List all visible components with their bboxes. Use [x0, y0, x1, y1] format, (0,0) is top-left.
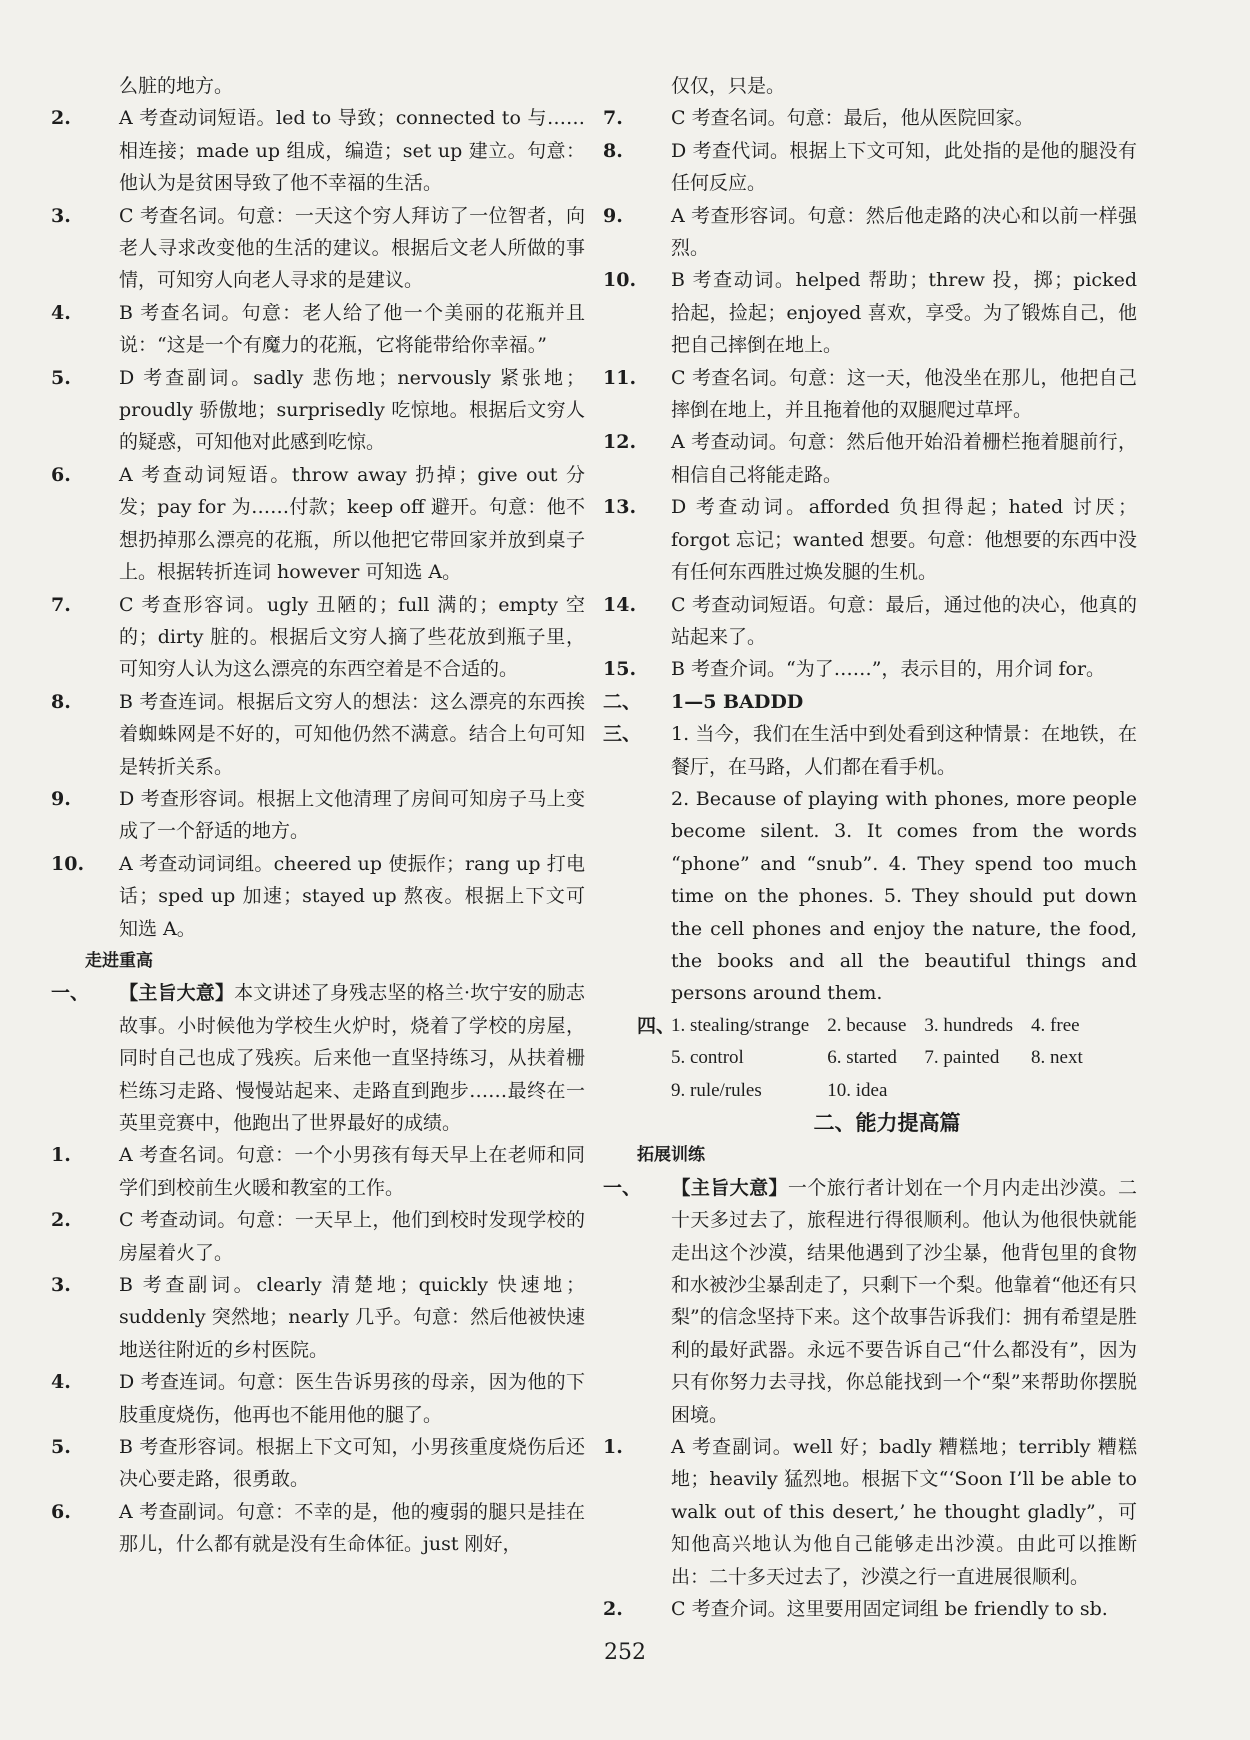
blank-answer: 1. stealing/strange [671, 1014, 810, 1036]
item-text: 一个旅行者计划在一个月内走出沙漠。二十天多过去了，旅程进行得很顺利。他认为他很快就能走出这个沙漠，结果他遇到了沙尘暴，他背包里的食物和水被沙尘暴刮走了，只剩下一个梨。他靠着“他还有只梨”的信念坚持下来。这个故事告诉我们：拥有希望是胜利的最好武器。永远不要告诉自己“什么都没有”，因为只有你努力去寻找，你总能找到一个“梨”来帮助你摆脱困境。 [671, 1176, 1137, 1426]
item-number: 2. [603, 1598, 623, 1621]
item-text: C 考查名词。句意：一天这个穷人拜访了一位智者，向老人寻求改变他的生活的建议。根据后文老人所做的事情，可知穷人向老人寻求的是建议。 [119, 204, 585, 292]
answer-item [51, 686, 585, 783]
answer-item [603, 653, 1137, 685]
left-column [51, 70, 585, 1561]
item-text: B 考查形容词。根据上下文可知，小男孩重度烧伤后还决心要走路，很勇敢。 [119, 1436, 585, 1491]
answer-item [603, 491, 1137, 588]
item-text: A 考查动词。句意：然后他开始沿着栅栏拖着腿前行，相信自己将能走路。 [671, 431, 1137, 486]
answer-item [51, 1496, 585, 1561]
item-text: A 考查名词。句意：一个小男孩有每天早上在老师和同学们到校前生火暖和教室的工作。 [119, 1144, 585, 1199]
item-text: C 考查名词。句意：最后，他从医院回家。 [671, 107, 1034, 130]
item-number: 4. [51, 1371, 71, 1394]
item-number: 一、 [51, 982, 90, 1005]
answer-item [51, 977, 585, 1139]
item-number: 5. [51, 366, 71, 389]
answer-item [603, 135, 1137, 200]
item-number: 7. [603, 107, 623, 130]
item-text: D 考查副词。sadly 悲伤地；nervously 紧张地；proudly 骄傲地；surprisedly 吃惊地。根据后文穷人的疑惑，可知他对此感到吃惊。 [119, 366, 585, 454]
item-number: 二、 [603, 690, 642, 713]
answer-item [51, 589, 585, 686]
item-text: C 考查介词。这里要用固定词组 be friendly to sb. [671, 1598, 1108, 1621]
item-text: C 考查名词。句意：这一天，他没坐在那儿，他把自己摔倒在地上，并且拖着他的双腿爬过草坪。 [671, 366, 1137, 422]
answer-item [85, 70, 585, 102]
blank-answer: 6. started [827, 1047, 897, 1069]
item-text: B 考查动词。helped 帮助；threw 投，掷；picked 拾起，捡起；enjoyed 喜欢，享受。为了锻炼自己，他把自己摔倒在地上。 [671, 269, 1137, 357]
item-number: 11. [603, 366, 637, 389]
item-number: 15. [603, 658, 637, 681]
item-text: A 考查动词词组。cheered up 使振作；rang up 打电话；sped up 加速；stayed up 熬夜。根据上下文可知选 A。 [119, 852, 585, 940]
item-number: 3. [51, 1274, 71, 1297]
answer-item [603, 102, 1137, 134]
item-number: 4. [51, 301, 71, 324]
item-text: A 考查副词。句意：不幸的是，他的瘦弱的腿只是挂在那儿，什么都有就是没有生命体征。just 刚好， [119, 1500, 585, 1556]
answer-item [51, 102, 585, 199]
answer-item [603, 1172, 1137, 1431]
main-idea-label: 【主旨大意】 [671, 1176, 788, 1199]
answer-item [637, 783, 1137, 1010]
answer-item [603, 200, 1137, 265]
answer-item [51, 1269, 585, 1366]
answer-item [51, 459, 585, 589]
blank-answer: 8. next [1031, 1047, 1083, 1069]
item-number: 8. [603, 139, 623, 162]
item-text: D 考查连词。句意：医生告诉男孩的母亲，因为他的下肢重度烧伤，他再也不能用他的腿了。 [119, 1371, 585, 1426]
answer-item [637, 70, 1137, 102]
item-number: 10. [51, 852, 85, 875]
blank-answer: 2. because [827, 1014, 907, 1036]
item-text: A 考查动词短语。led to 导致；connected to 与……相连接；made up 组成，编造；set up 建立。句意：他认为是贫困导致了他不幸福的生活。 [119, 107, 585, 195]
item-number: 9. [603, 204, 623, 227]
item-number: 14. [603, 593, 637, 616]
item-number: 12. [603, 431, 637, 454]
item-number: 1. [51, 1144, 71, 1167]
answer-item [51, 200, 585, 297]
blank-answer: 4. free [1031, 1014, 1080, 1036]
page-number: 252 [604, 1640, 646, 1665]
item-number: 2. [51, 107, 71, 130]
item-number: 3. [51, 204, 71, 227]
answer-item [603, 589, 1137, 654]
item-text: A 考查形容词。句意：然后他走路的决心和以前一样强烈。 [671, 204, 1137, 260]
item-text: A 考查副词。well 好；badly 糟糕地；terribly 糟糕地；heavily 猛烈地。根据下文“‘Soon I’ll be able to walk out of this desert,’ he thought gladly”，可知他高兴地认为他自己能够走出沙漠。由此可以推断出：二十多天过去了，沙漠之行一直进展很顺利。 [671, 1436, 1137, 1588]
item-number: 三、 [603, 723, 642, 746]
blank-answer: 7. painted [924, 1047, 1000, 1069]
blanks-grid [637, 1010, 1137, 1107]
item-number: 四、 [637, 1014, 676, 1037]
item-text: B 考查介词。“为了……”，表示目的，用介词 for。 [671, 658, 1106, 681]
answer-item [603, 718, 1137, 783]
answer-item [603, 264, 1137, 361]
item-text: B 考查副词。clearly 清楚地；quickly 快速地；suddenly 突然地；nearly 几乎。句意：然后他被快速地送往附近的乡村医院。 [119, 1274, 585, 1361]
right-column [603, 70, 1137, 1626]
item-text: D 考查动词。afforded 负担得起；hated 讨厌；forgot 忘记；wanted 想要。句意：他想要的东西中没有任何东西胜过焕发腿的生机。 [671, 496, 1137, 584]
item-text: 么脏的地方。 [119, 75, 234, 97]
item-number: 9. [51, 787, 71, 810]
item-number: 7. [51, 593, 71, 616]
part-heading: 二、能力提高篇 [813, 1111, 961, 1135]
item-text: 1—5 BADDD [671, 690, 804, 713]
answer-item [51, 1431, 585, 1496]
answer-item [603, 362, 1137, 427]
answer-item [51, 848, 585, 945]
item-text: B 考查名词。句意：老人给了他一个美丽的花瓶并且说：“这是一个有魔力的花瓶，它将能带给你幸福。” [119, 301, 585, 357]
answer-item [51, 297, 585, 362]
section-heading: 走进重高 [85, 950, 153, 971]
main-idea-label: 【主旨大意】 [119, 982, 235, 1005]
item-text: 本文讲述了身残志坚的格兰·坎宁安的励志故事。小时候他为学校生火炉时，烧着了学校的房屋，同时自己也成了残疾。后来他一直坚持练习，从扶着栅栏练习走路、慢慢站起来、走路直到跑步……最终在一英里竞赛中，他跑出了世界最好的成绩。 [119, 982, 585, 1134]
item-text: D 考查形容词。根据上文他清理了房间可知房子马上变成了一个舒适的地方。 [119, 787, 585, 843]
item-number: 6. [51, 1500, 71, 1523]
answer-item [603, 1431, 1137, 1593]
item-number: 8. [51, 690, 71, 713]
item-number: 5. [51, 1436, 71, 1459]
item-text: 2. Because of playing with phones, more people become silent. 3. It comes from the words “phone” and “snub”. 4. They spend too much time on the phones. 5. They should put down the cell phones and enjoy the nature, the food, the books and all the beautiful things and persons around them. [671, 787, 1137, 1005]
item-text: 仅仅，只是。 [671, 75, 786, 97]
answer-item [51, 783, 585, 848]
item-number: 1. [603, 1436, 623, 1459]
answer-item [51, 1204, 585, 1269]
answer-item [603, 686, 1137, 718]
item-number: 一、 [603, 1176, 642, 1199]
item-text: 1. 当今，我们在生活中到处看到这种情景：在地铁，在餐厅，在马路，人们都在看手机。 [671, 723, 1137, 778]
answer-item [51, 1139, 585, 1204]
item-number: 2. [51, 1209, 71, 1232]
item-number: 6. [51, 463, 71, 486]
blank-answer: 9. rule/rules [671, 1079, 762, 1101]
blank-answer: 3. hundreds [924, 1014, 1014, 1036]
item-number: 13. [603, 496, 637, 519]
item-text: A 考查动词短语。throw away 扔掉；give out 分发；pay for 为……付款；keep off 避开。句意：他不想扔掉那么漂亮的花瓶，所以他把它带回家并放到桌子上。根据转折连词 however 可知选 A。 [119, 463, 585, 584]
answer-item [51, 1366, 585, 1431]
answer-item [603, 426, 1137, 491]
answer-item [603, 1593, 1137, 1625]
item-number: 10. [603, 269, 637, 292]
item-text: B 考查连词。根据后文穷人的想法：这么漂亮的东西挨着蜘蛛网是不好的，可知他仍然不满意。结合上句可知是转折关系。 [119, 690, 585, 778]
item-text: C 考查形容词。ugly 丑陋的；full 满的；empty 空的；dirty 脏的。根据后文穷人摘了些花放到瓶子里，可知穷人认为这么漂亮的东西空着是不合适的。 [119, 593, 585, 681]
blank-answer: 5. control [671, 1047, 744, 1069]
section-heading: 拓展训练 [637, 1145, 705, 1166]
item-text: D 考查代词。根据上下文可知，此处指的是他的腿没有任何反应。 [671, 139, 1137, 195]
blank-answer: 10. idea [827, 1079, 888, 1101]
item-text: C 考查动词短语。句意：最后，通过他的决心，他真的站起来了。 [671, 593, 1137, 648]
answer-item [51, 362, 585, 459]
item-text: C 考查动词。句意：一天早上，他们到校时发现学校的房屋着火了。 [119, 1209, 585, 1264]
blanks-section [637, 1010, 1137, 1107]
